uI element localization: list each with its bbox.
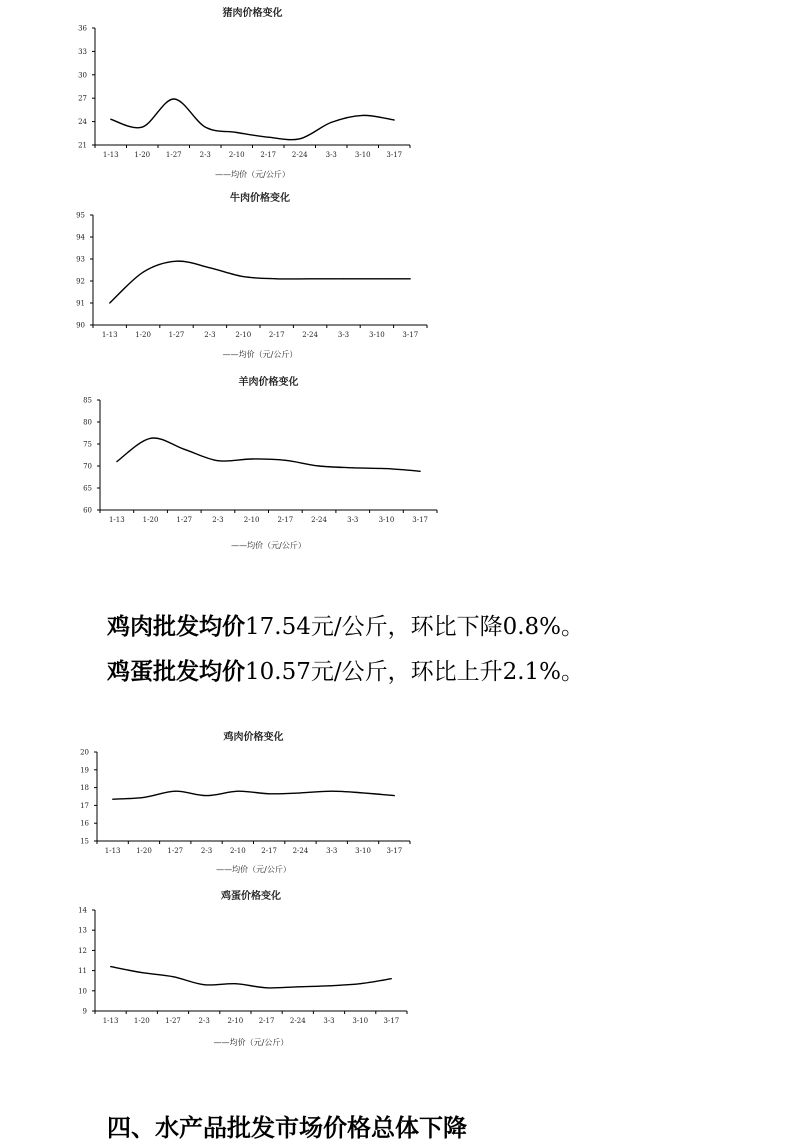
chicken-price-chart (0, 725, 798, 885)
series-line (111, 99, 395, 140)
data-point (176, 261, 177, 262)
y-tick-label: 93 (76, 255, 85, 264)
y-tick-label: 75 (83, 440, 92, 449)
x-tick-label: 2-10 (243, 516, 260, 524)
data-point (362, 115, 363, 116)
y-tick-label: 85 (83, 396, 92, 405)
data-point (276, 278, 277, 279)
data-point (236, 132, 237, 133)
y-tick-label: 90 (76, 321, 85, 330)
data-point (410, 278, 411, 279)
chart-title: 鸡肉价格变化 (223, 732, 284, 743)
x-tick-label: 3-10 (378, 516, 395, 524)
y-tick-label: 19 (80, 766, 89, 775)
chart-title: 鸡蛋价格变化 (221, 891, 281, 902)
data-point (175, 791, 176, 792)
data-point (376, 278, 377, 279)
data-point (110, 966, 111, 967)
y-tick-label: 16 (80, 819, 89, 828)
data-point (142, 126, 143, 127)
y-tick-label: 18 (80, 784, 89, 793)
x-tick-label: 3-17 (402, 331, 419, 339)
x-tick-label: 3-17 (386, 847, 403, 855)
x-tick-label: 2-24 (291, 151, 308, 159)
data-point (362, 792, 363, 793)
data-point (352, 467, 353, 468)
data-point (391, 978, 392, 979)
data-point (150, 438, 151, 439)
data-point (328, 985, 329, 986)
x-tick-label: 2-3 (204, 331, 216, 339)
series-line (117, 438, 420, 471)
x-tick-label: 2-24 (311, 516, 327, 524)
x-tick-label: 3-3 (326, 847, 338, 855)
y-tick-label: 15 (80, 837, 89, 846)
data-point (143, 797, 144, 798)
y-tick-label: 12 (78, 946, 87, 955)
x-tick-label: 3-10 (352, 1017, 369, 1025)
x-tick-label: 1-13 (102, 1017, 119, 1025)
y-tick-label: 24 (78, 118, 87, 127)
legend-label: ——均价（元/公斤） (216, 865, 291, 874)
x-tick-label: 1-27 (176, 516, 193, 524)
data-point (394, 795, 395, 796)
x-tick-label: 2-24 (289, 1017, 306, 1025)
y-tick-label: 11 (78, 967, 87, 976)
x-tick-label: 1-13 (108, 516, 125, 524)
data-point (318, 465, 319, 466)
y-tick-label: 30 (78, 71, 87, 80)
x-tick-label: 2-17 (268, 331, 285, 339)
legend-label: ——均价（元/公斤） (222, 350, 298, 359)
x-tick-label: 3-10 (354, 151, 371, 159)
x-tick-label: 2-24 (302, 331, 318, 339)
data-point (116, 461, 117, 462)
chart-title: 牛肉价格变化 (230, 193, 290, 204)
data-point (285, 460, 286, 461)
mutton-price-chart (0, 370, 798, 560)
y-tick-label: 70 (83, 462, 92, 471)
data-point (143, 272, 144, 273)
x-tick-label: 3-17 (383, 1017, 400, 1025)
y-tick-label: 27 (78, 94, 87, 103)
x-tick-label: 3-3 (323, 1017, 335, 1025)
data-point (299, 138, 300, 139)
x-tick-label: 1-13 (104, 847, 121, 855)
chicken-paragraph-lead: 鸡肉批发均价 (107, 613, 245, 640)
x-tick-label: 1-27 (167, 847, 184, 855)
pork-price-chart (0, 0, 798, 190)
y-tick-label: 92 (76, 277, 85, 286)
x-tick-label: 1-20 (136, 847, 152, 855)
x-tick-label: 1-20 (133, 1017, 150, 1025)
data-point (172, 976, 173, 977)
data-point (343, 278, 344, 279)
y-tick-label: 33 (78, 47, 87, 56)
data-point (360, 983, 361, 984)
x-tick-label: 1-27 (165, 151, 182, 159)
series-line (111, 967, 392, 988)
y-tick-label: 21 (78, 141, 87, 150)
x-tick-label: 3-17 (412, 516, 429, 524)
data-point (331, 122, 332, 123)
data-point (251, 458, 252, 459)
y-tick-label: 60 (83, 506, 92, 515)
data-point (394, 119, 395, 120)
data-point (420, 471, 421, 472)
data-point (204, 984, 205, 985)
data-point (173, 98, 174, 99)
x-tick-label: 3-3 (325, 151, 337, 159)
x-tick-label: 1-27 (165, 1017, 181, 1025)
section-heading: 四、水产品批发市场价格总体下降 (107, 1114, 467, 1142)
egg-price-paragraph (107, 657, 584, 687)
x-tick-label: 3-3 (337, 331, 350, 339)
y-tick-label: 14 (78, 906, 87, 915)
y-tick-label: 13 (78, 926, 87, 935)
x-tick-label: 2-10 (227, 1017, 244, 1025)
x-tick-label: 2-10 (229, 847, 246, 855)
data-point (268, 137, 269, 138)
data-point (184, 449, 185, 450)
x-tick-label: 1-27 (168, 331, 185, 339)
x-tick-label: 3-17 (386, 151, 403, 159)
data-point (237, 791, 238, 792)
x-tick-label: 2-10 (235, 331, 252, 339)
y-tick-label: 80 (83, 418, 92, 427)
data-point (141, 972, 142, 973)
data-point (235, 983, 236, 984)
data-point (331, 791, 332, 792)
y-tick-label: 91 (76, 299, 85, 308)
y-tick-label: 36 (78, 24, 87, 33)
chicken-paragraph-text: 17.54元/公斤，环比下降0.8%。 (245, 614, 585, 640)
y-tick-label: 9 (82, 1007, 87, 1016)
x-tick-label: 2-17 (261, 847, 278, 855)
x-tick-label: 1-13 (101, 331, 118, 339)
legend-label: ——均价（元/公斤） (215, 170, 290, 179)
x-tick-label: 2-3 (199, 151, 211, 159)
egg-paragraph-text: 10.57元/公斤，环比上升2.1%。 (245, 659, 585, 685)
x-tick-label: 1-20 (134, 151, 151, 159)
chart-title: 羊肉价格变化 (238, 377, 299, 388)
data-point (209, 267, 210, 268)
x-tick-label: 2-3 (198, 1017, 210, 1025)
data-point (109, 302, 110, 303)
y-tick-label: 94 (76, 233, 85, 242)
data-point (297, 986, 298, 987)
egg-price-chart (0, 885, 798, 1055)
chicken-price-paragraph (107, 612, 584, 642)
legend-label: ——均价（元/公斤） (231, 541, 306, 550)
data-point (300, 792, 301, 793)
x-tick-label: 1-20 (142, 516, 159, 524)
series-line (113, 791, 395, 799)
x-tick-label: 3-10 (369, 331, 385, 339)
data-point (243, 276, 244, 277)
data-point (266, 987, 267, 988)
x-tick-label: 2-17 (277, 516, 294, 524)
data-point (112, 799, 113, 800)
beef-price-chart (0, 190, 798, 365)
data-point (386, 468, 387, 469)
x-tick-label: 1-20 (135, 331, 151, 339)
x-tick-label: 3-3 (347, 516, 359, 524)
x-tick-label: 2-3 (200, 847, 213, 855)
y-tick-label: 95 (76, 211, 85, 220)
data-point (269, 793, 270, 794)
y-tick-label: 20 (80, 748, 89, 757)
x-tick-label: 1-13 (102, 151, 119, 159)
egg-paragraph-lead: 鸡蛋批发均价 (107, 658, 245, 685)
data-point (206, 795, 207, 796)
y-tick-label: 10 (78, 987, 87, 996)
x-tick-label: 2-10 (228, 151, 245, 159)
x-tick-label: 2-3 (212, 516, 224, 524)
chart-title: 猪肉价格变化 (222, 8, 283, 19)
x-tick-label: 3-10 (355, 847, 371, 855)
data-point (217, 460, 218, 461)
data-point (110, 119, 111, 120)
data-point (310, 278, 311, 279)
y-tick-label: 65 (83, 484, 92, 493)
y-tick-label: 17 (80, 801, 89, 810)
x-tick-label: 2-17 (260, 151, 277, 159)
x-tick-label: 2-24 (292, 847, 309, 855)
series-line (110, 261, 411, 303)
data-point (205, 126, 206, 127)
x-tick-label: 2-17 (258, 1017, 275, 1025)
legend-label: ——均价（元/公斤） (213, 1038, 289, 1047)
